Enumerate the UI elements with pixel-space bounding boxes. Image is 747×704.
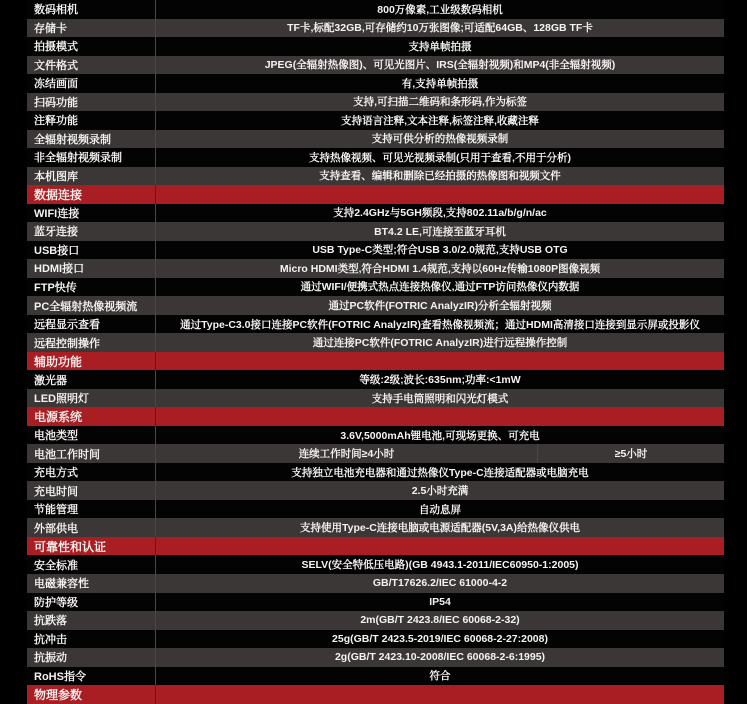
spec-value: 通过连接PC软件(FOTRIC AnalyzIR)进行远程操作控制: [155, 333, 724, 352]
spec-label: USB接口: [34, 244, 80, 257]
section-header-row: [27, 685, 724, 704]
section-title: 电源系统: [34, 410, 83, 425]
spec-value: 支持查看、编辑和删除已经拍摄的热像图和视频文件: [155, 167, 724, 186]
section-filler: [155, 537, 724, 556]
spec-value: JPEG(全辐射热像图)、可见光图片、IRS(全辐射视频)和MP4(非全辐射视频): [155, 56, 724, 75]
spec-label: 扫码功能: [34, 96, 78, 109]
table-row: [27, 555, 724, 574]
spec-value: 等级:2级;波长:635nm;功率:<1mW: [155, 370, 724, 389]
spec-label: 文件格式: [34, 59, 78, 72]
table-row: [27, 37, 724, 56]
table-row: [27, 333, 724, 352]
section-header-row: [27, 407, 724, 426]
table-row: [27, 296, 724, 315]
table-row: [27, 593, 724, 612]
spec-label: 拍摄模式: [34, 41, 78, 54]
spec-label: HDMI接口: [34, 263, 85, 276]
spec-value: 支持语言注释,文本注释,标签注释,收藏注释: [155, 111, 724, 130]
spec-label: 外部供电: [34, 522, 78, 535]
spec-label: 安全标准: [34, 559, 78, 572]
spec-value: 支持热像视频、可见光视频录制(只用于查看,不用于分析): [155, 148, 724, 167]
spec-label: 充电时间: [34, 485, 78, 498]
spec-label: 抗跌落: [34, 615, 67, 628]
table-row: [27, 111, 724, 130]
section-header-row: [27, 352, 724, 371]
spec-label: PC全辐射热像视频流: [34, 300, 138, 313]
table-row: [27, 148, 724, 167]
table-row: [27, 74, 724, 93]
table-row: [27, 426, 724, 445]
table-row: [27, 222, 724, 241]
spec-label: WIFI连接: [34, 207, 80, 220]
table-row: [27, 241, 724, 260]
spec-label: 远程控制操作: [34, 337, 100, 350]
table-row: [27, 278, 724, 297]
table-row: [27, 463, 724, 482]
table-row: [27, 481, 724, 500]
spec-value: 800万像素,工业级数码相机: [155, 0, 724, 19]
spec-label: 激光器: [34, 374, 67, 387]
spec-value: 支持2.4GHz与5GH频段,支持802.11a/b/g/n/ac: [155, 204, 724, 223]
table-row: [27, 667, 724, 686]
spec-value: BT4.2 LE,可连接至蓝牙耳机: [155, 222, 724, 241]
spec-label: 节能管理: [34, 504, 78, 517]
spec-label: 非全辐射视频录制: [34, 152, 122, 165]
spec-label: 抗冲击: [34, 633, 67, 646]
table-row: [27, 315, 724, 334]
spec-label: 冻结画面: [34, 78, 78, 91]
section-header-row: [27, 185, 724, 204]
spec-label: 数码相机: [34, 4, 78, 17]
spec-label: 电池工作时间: [34, 448, 100, 461]
spec-value: 25g(GB/T 2423.5-2019/IEC 60068-2-27:2008): [155, 630, 724, 649]
spec-label: 存储卡: [34, 22, 67, 35]
section-title: 数据连接: [34, 187, 83, 202]
spec-value: 支持使用Type-C连接电脑或电源适配器(5V,3A)给热像仪供电: [155, 518, 724, 537]
section-filler: [155, 407, 724, 426]
spec-label: 全辐射视频录制: [34, 133, 111, 146]
spec-value: GB/T17626.2/IEC 61000-4-2: [155, 574, 724, 593]
section-filler: [155, 352, 724, 371]
section-title: 辅助功能: [34, 354, 83, 369]
spec-value: 支持手电筒照明和闪光灯模式: [155, 389, 724, 408]
table-row: [27, 500, 724, 519]
table-row: [27, 167, 724, 186]
table-row: [27, 518, 724, 537]
table-row: [27, 574, 724, 593]
spec-value: 3.6V,5000mAh锂电池,可现场更换、可充电: [155, 426, 724, 445]
spec-label: 远程显示查看: [34, 319, 100, 332]
spec-label: 防护等级: [34, 596, 78, 609]
spec-value: USB Type-C类型;符合USB 3.0/2.0规范,支持USB OTG: [155, 241, 724, 260]
spec-label: LED照明灯: [34, 393, 89, 406]
spec-label: 电磁兼容性: [34, 578, 89, 591]
table-row: [27, 0, 724, 19]
spec-value: 通过Type-C3.0接口连接PC软件(FOTRIC AnalyzIR)查看热像视频流；通过HDMI高清接口连接到显示屏或投影仪: [155, 315, 724, 334]
spec-value: 连续工作时间≥4小时: [155, 444, 537, 463]
spec-label: FTP快传: [34, 281, 77, 294]
spec-value: 支持可供分析的热像视频录制: [155, 130, 724, 149]
spec-label: 蓝牙连接: [34, 226, 78, 239]
spec-label: 电池类型: [34, 430, 78, 443]
spec-label: 注释功能: [34, 115, 78, 128]
spec-value: 2.5小时充满: [155, 481, 724, 500]
table-row: [27, 389, 724, 408]
spec-value: 符合: [155, 667, 724, 686]
table-row: [27, 93, 724, 112]
section-filler: [155, 185, 724, 204]
section-filler: [155, 685, 724, 704]
table-row: [27, 370, 724, 389]
spec-value: SELV(安全特低压电路)(GB 4943.1-2011/IEC60950-1:2005): [155, 555, 724, 574]
spec-value-secondary: ≥5小时: [537, 444, 724, 463]
spec-value: 支持,可扫描二维码和条形码,作为标签: [155, 93, 724, 112]
spec-label: 本机图库: [34, 170, 78, 183]
spec-value: 有,支持单帧拍摄: [155, 74, 724, 93]
table-row: [27, 204, 724, 223]
section-title: 物理参数: [34, 687, 83, 702]
table-row: [27, 611, 724, 630]
table-row: [27, 444, 724, 463]
spec-value: 通过WIFI/便携式热点连接热像仪,通过FTP访问热像仪内数据: [155, 278, 724, 297]
specification-table: [27, 0, 724, 704]
section-title: 可靠性和认证: [34, 539, 107, 554]
spec-value: 通过PC软件(FOTRIC AnalyzIR)分析全辐射视频: [155, 296, 724, 315]
spec-value: Micro HDMI类型,符合HDMI 1.4规范,支持以60Hz传输1080P图像视频: [155, 259, 724, 278]
spec-value: 支持单帧拍摄: [155, 37, 724, 56]
table-row: [27, 259, 724, 278]
spec-value: TF卡,标配32GB,可存储约10万张图像;可适配64GB、128GB TF卡: [155, 19, 724, 38]
spec-label: 抗振动: [34, 652, 67, 665]
table-row: [27, 130, 724, 149]
table-row: [27, 56, 724, 75]
section-header-row: [27, 537, 724, 556]
spec-label: RoHS指令: [34, 670, 86, 683]
spec-value: 自动息屏: [155, 500, 724, 519]
table-row: [27, 648, 724, 667]
spec-value: IP54: [155, 593, 724, 612]
spec-value: 2g(GB/T 2423.10-2008/IEC 60068-2-6:1995): [155, 648, 724, 667]
spec-value: 2m(GB/T 2423.8/IEC 60068-2-32): [155, 611, 724, 630]
spec-label: 充电方式: [34, 467, 78, 480]
spec-value: 支持独立电池充电器和通过热像仪Type-C连接适配器或电脑充电: [155, 463, 724, 482]
table-row: [27, 19, 724, 38]
table-row: [27, 630, 724, 649]
